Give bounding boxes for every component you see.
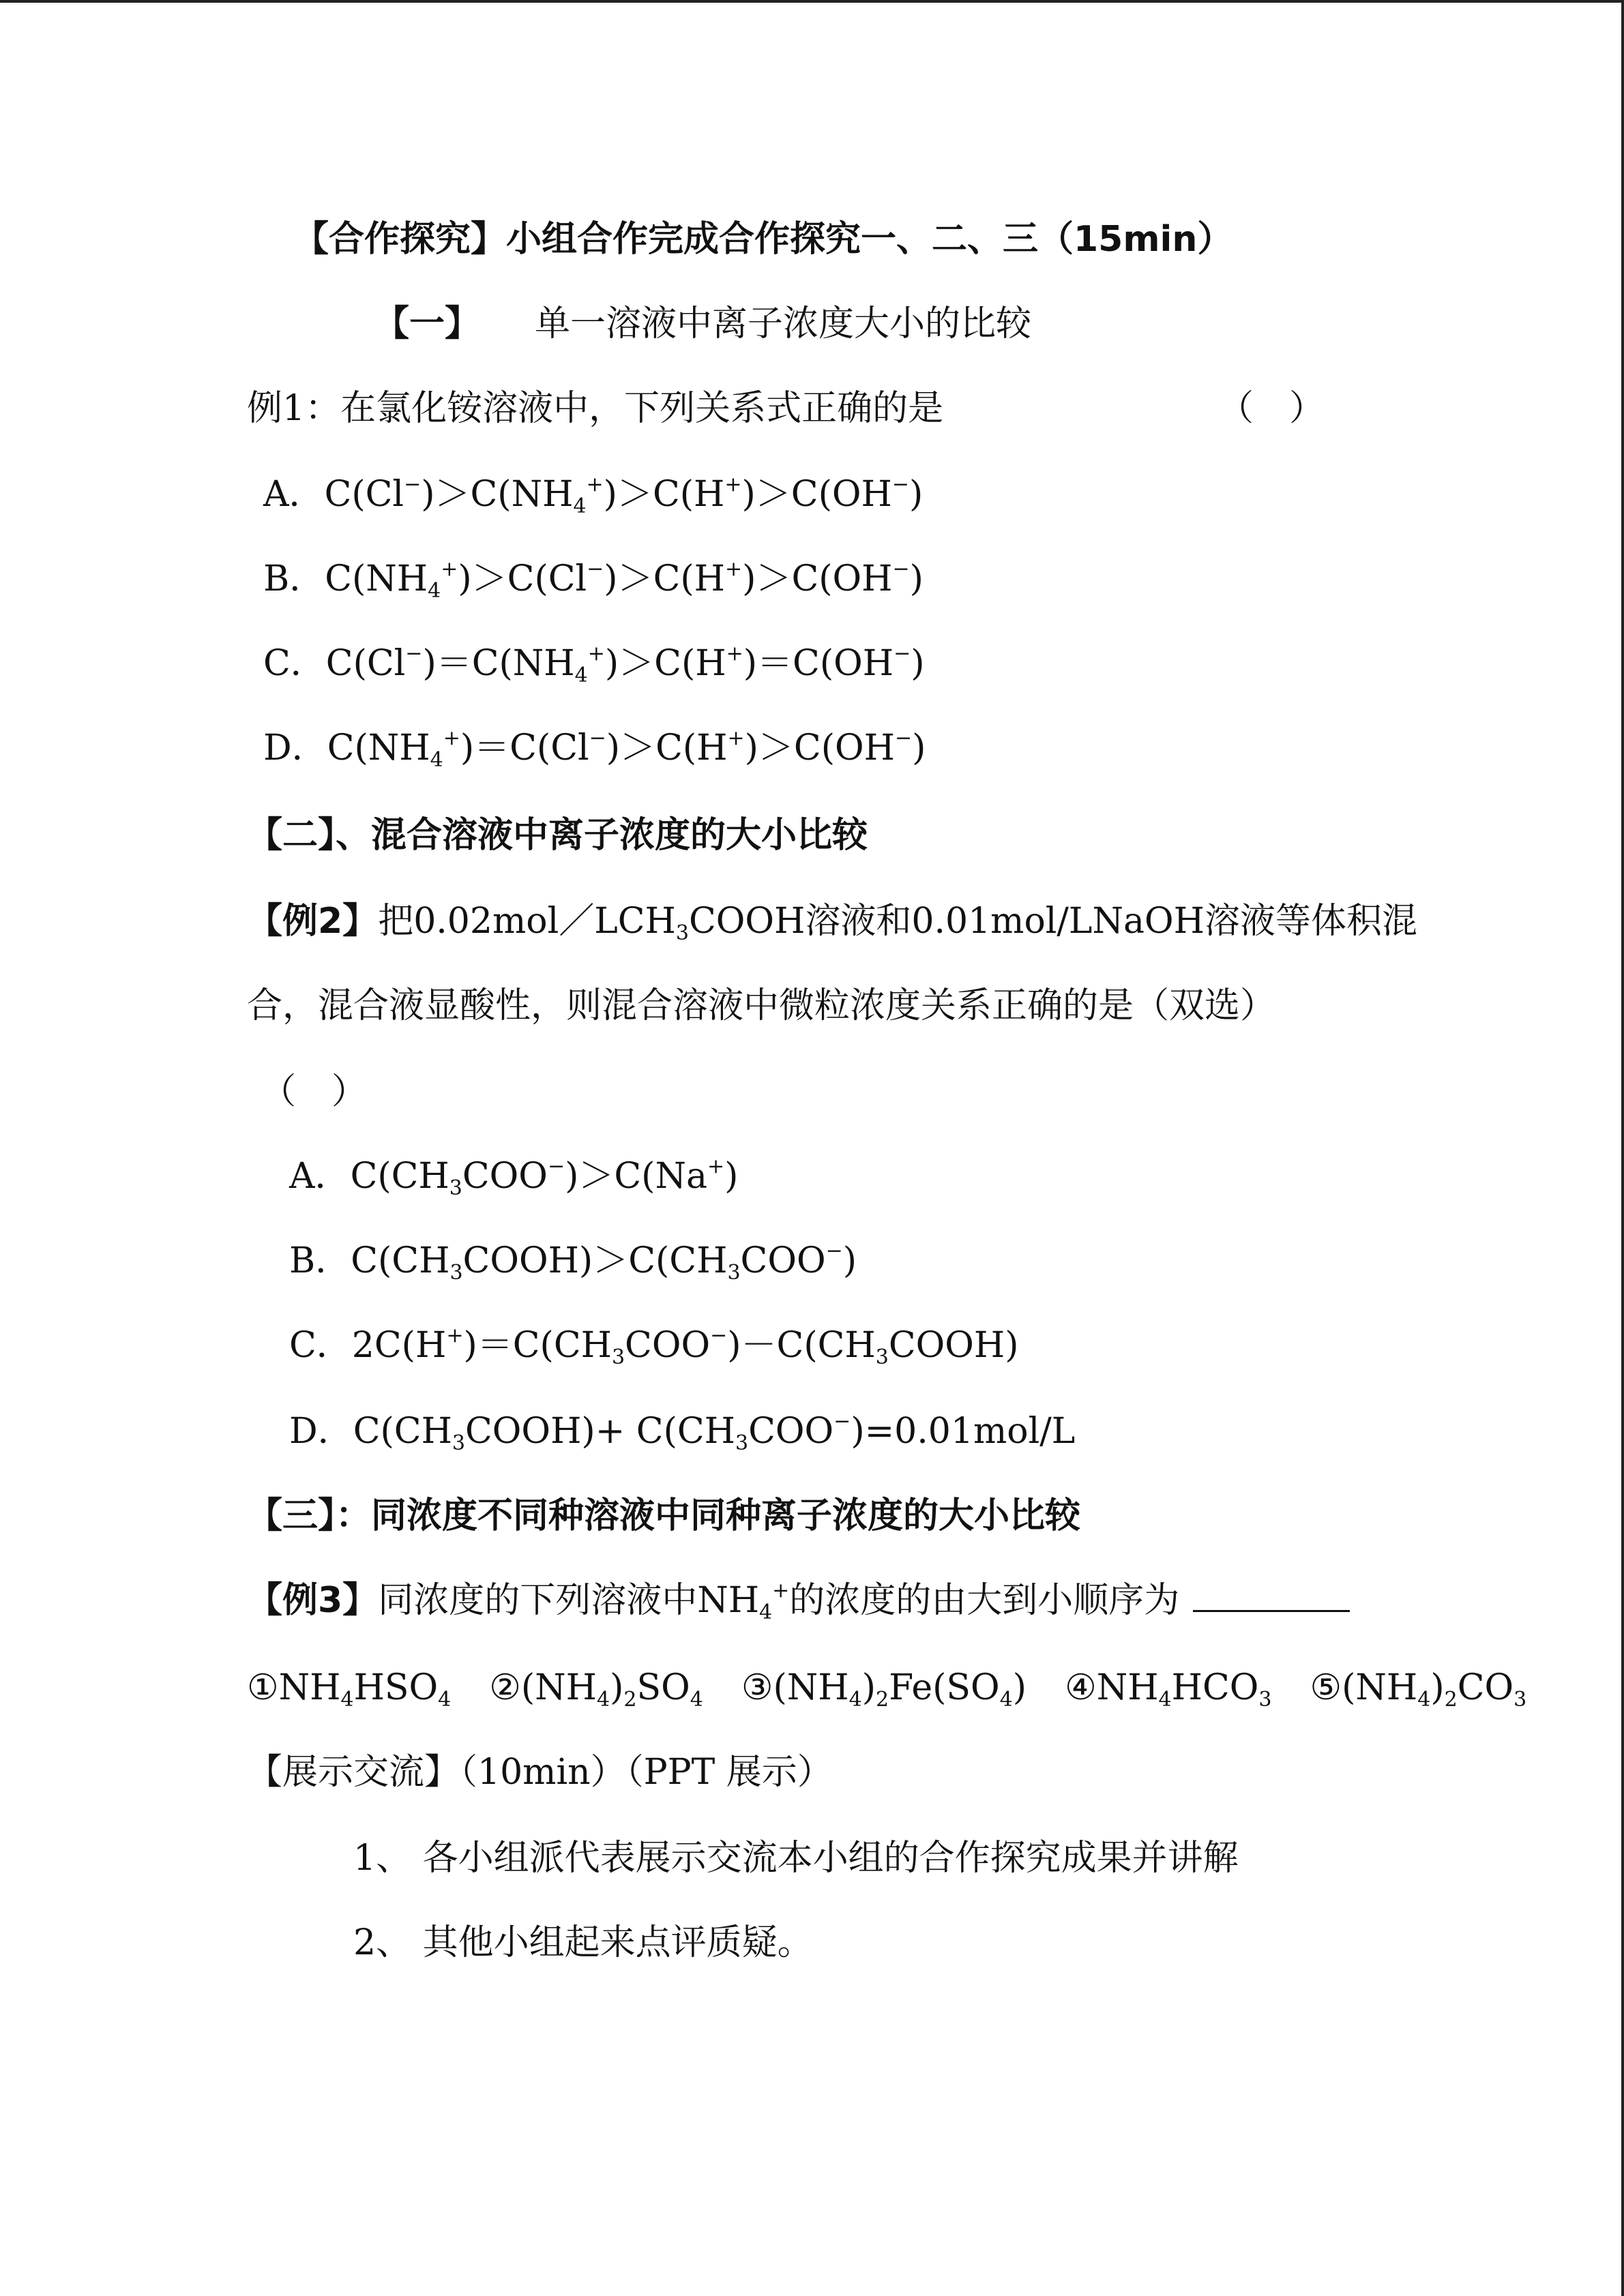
example1-text: 在氯化铵溶液中，下列关系式正确的是 bbox=[340, 388, 944, 429]
exchange-heading: 【展示交流】（10min）（PPT 展示） bbox=[247, 1752, 833, 1793]
option-text: $C(CH_3COO^-)>C(Na^+)$ bbox=[350, 1154, 739, 1200]
example3-text: 同浓度的下列溶液中$NH_4^+$的浓度的由大到小顺序为 bbox=[378, 1579, 1180, 1624]
example3-item: $③(NH_4)_2Fe(SO_4)$ bbox=[741, 1667, 1027, 1712]
page-right-border bbox=[1621, 0, 1624, 2296]
example3-items bbox=[247, 1664, 1526, 1712]
example3-item: $④NH_4HCO_3$ bbox=[1065, 1667, 1272, 1712]
example1-option-b bbox=[263, 555, 924, 603]
option-text: $C(CH_3COOH)+ C(CH_3COO^-)=0.01mol/L$ bbox=[353, 1410, 1076, 1455]
section3-heading: 【三】：同浓度不同种溶液中同种离子浓度的大小比较 bbox=[247, 1495, 1081, 1536]
example2-option-d bbox=[289, 1407, 1075, 1455]
section1-heading bbox=[374, 300, 1031, 348]
option-label: D． bbox=[263, 728, 327, 769]
example1-question bbox=[247, 385, 943, 432]
option-text: $C(Cl^-)=C(NH_4^+)>C(H^+)=C(OH^-)$ bbox=[325, 642, 925, 687]
section1-heading-mark: 【一】 bbox=[374, 303, 481, 344]
option-label: A． bbox=[263, 474, 325, 515]
example3-item: $①NH_4HSO_4$ bbox=[247, 1667, 452, 1712]
example1-option-d bbox=[263, 724, 926, 772]
example2-text: 把$0.02mol/LCH_3COOH$溶液和0.01mol/LNaOH溶液等体积混 bbox=[378, 901, 1417, 945]
option-label: B． bbox=[289, 1240, 351, 1281]
example2-line2: 合，混合液显酸性，则混合溶液中微粒浓度关系正确的是（双选） bbox=[247, 985, 1276, 1026]
exchange-step-1: 1、 各小组派代表展示交流本小组的合作探究成果并讲解 bbox=[353, 1838, 1239, 1879]
section2-heading: 【二】、混合溶液中离子浓度的大小比较 bbox=[247, 815, 868, 856]
option-text: $2C(H^+)=C(CH_3COO^-)-C(CH_3COOH)$ bbox=[351, 1324, 1019, 1369]
exchange-step-2: 2、 其他小组起来点评质疑。 bbox=[353, 1922, 813, 1963]
example2-label: 【例2】 bbox=[247, 901, 379, 942]
example1-option-c bbox=[263, 640, 925, 687]
example2-line1 bbox=[247, 897, 1417, 945]
example3-item: $②(NH_4)_2SO_4$ bbox=[489, 1667, 703, 1712]
example2-option-c bbox=[289, 1322, 1019, 1369]
example3-question bbox=[247, 1577, 1350, 1624]
example3-item: $⑤(NH_4)_2CO_3$ bbox=[1310, 1667, 1527, 1712]
example3-label: 【例3】 bbox=[247, 1580, 379, 1621]
example1-label: 例1： bbox=[247, 388, 341, 429]
page-top-border bbox=[0, 0, 1624, 3]
option-text: $C(NH_4^+)=C(Cl^-)>C(H^+)>C(OH^-)$ bbox=[327, 726, 926, 772]
option-label: B． bbox=[263, 558, 325, 599]
example2-option-a bbox=[289, 1152, 738, 1200]
option-label: D． bbox=[289, 1411, 353, 1452]
example2-answer-blank: （ ） bbox=[261, 1071, 368, 1112]
answer-blank-line bbox=[1193, 1577, 1350, 1612]
section1-heading-text: 单一溶液中离子浓度大小的比较 bbox=[535, 303, 1032, 344]
option-text: $C(CH_3COOH)>C(CH_3COO^-)$ bbox=[351, 1239, 857, 1285]
example2-option-b bbox=[289, 1237, 857, 1285]
option-label: C． bbox=[289, 1325, 352, 1366]
option-text: $C(Cl^-)>C(NH_4^+)>C(H^+)>C(OH^-)$ bbox=[324, 473, 924, 518]
option-label: A． bbox=[289, 1156, 351, 1197]
example1-answer-blank: （ ） bbox=[1218, 388, 1325, 429]
option-label: C． bbox=[263, 643, 326, 684]
option-text: $C(NH_4^+)>C(Cl^-)>C(H^+)>C(OH^-)$ bbox=[325, 557, 924, 603]
page-title: 【合作探究】小组合作完成合作探究一、二、三（15min） bbox=[293, 219, 1233, 260]
example1-option-a bbox=[263, 471, 923, 518]
